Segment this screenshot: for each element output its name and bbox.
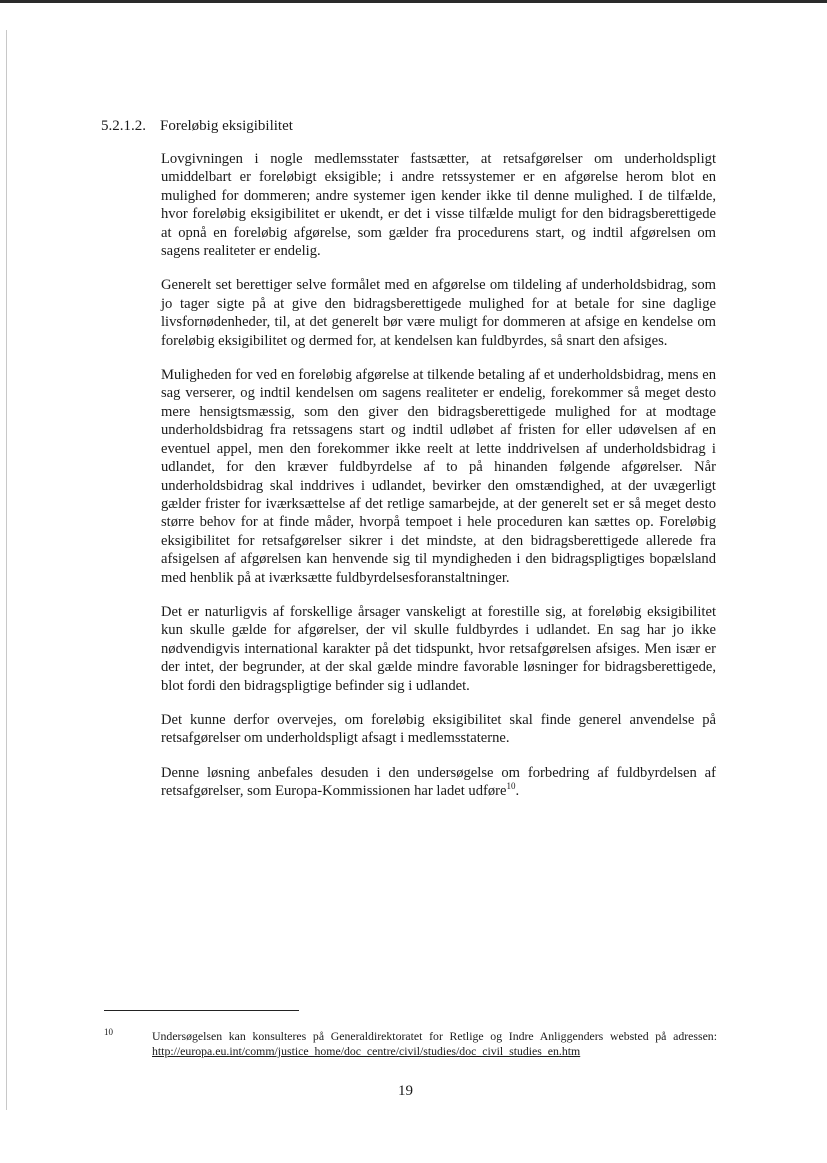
paragraph-2: Generelt set berettiger selve formålet med en afgørelse om tildeling af underholdsbidrag, som jo tager sigte på at give den bidragsberettigede mulighed for at betale for sine daglige livsfornødenheder, til, at det generelt bør være muligt for dommeren at afsige en kendelse om foreløbig eksigibilitet og dermed for, at kendelsen kan fuldbyrdes, så snart den afsiges. <box>161 277 716 349</box>
page-number: 19 <box>398 1083 413 1099</box>
paragraph-6-text: Denne løsning anbefales desuden i den undersøgelse om forbedring af fuldbyrdelsen af retsafgørelser, som Europa-Kommissionen har ladet udføre <box>161 764 716 800</box>
footnote-reference[interactable]: 10 <box>506 781 516 792</box>
paragraph-6-end: . <box>515 783 520 800</box>
footnote-number: 10 <box>104 1027 113 1037</box>
paragraph-1: Lovgivningen i nogle medlemsstater fastsætter, at retsafgørelser om underholdspligt umiddelbart er foreløbigt eksigible; i andre retssystemer er en afgørelse herom blot en mulighed for dommeren; andre systemer igen kender ikke til denne mulighed. I de tilfælde, hvor foreløbig eksigibilitet er ukendt, er det i visse tilfælde muligt for den bidragsberettigede at opnå en foreløbig afgørelse, som gælder fra procedurens start, og indtil afgørelsen om sagens realiteter er endelig. <box>161 151 716 260</box>
footnote-text <box>152 1029 717 1059</box>
paragraph-6 <box>161 764 716 801</box>
paragraph-3: Muligheden for ved en foreløbig afgørelse at tilkende betaling af et underholdsbidrag, mens en sag verserer, og indtil kendelsen om sagens realiteter er endelig, forekommer så meget desto mere hensigtsmæssig, som den giver den bidragsberettigede mulighed for at modtage underholdsbidrag fra retssagens start og indtil udløbet af fristen for eller udøvelsen af en eventuel appel, men den forekommer ikke reelt at lette inddrivelsen af underholdsbidrag i udlandet, for den kræver fuldbyrdelse af to på hinanden følgende afgørelser. Når underholdsbidrag skal inddrives i udlandet, bevirker den omstændighed, at der uvægerligt gælder frister for iværksættelse af det retlige samarbejde, at der generelt set er så meget desto større behov for at finde måder, hvorpå tempoet i hele proceduren kan sættes op. Foreløbig eksigibilitet for retsafgørelser sikrer i det mindste, at den bidragsberettigede allerede fra afsigelsen af afgørelsen kan henvende sig til myndigheden i den bidragspligtiges bopælsland med henblik på at iværksætte fuldbyrdelsesforanstaltninger. <box>161 367 716 586</box>
paragraph-4: Det er naturligvis af forskellige årsager vanskeligt at forestille sig, at foreløbig eksigibilitet kun skulle gælde for afgørelser, der vil skulle fuldbyrdes i udlandet. En sag har jo ikke nødvendigvis international karakter på det tidspunkt, hvor retsafgørelsen afsiges. Men især er der intet, der begrunder, at der skal gælde mindre favorable løsninger for bidragsberettigede, blot fordi den bidragspligtige befinder sig i udlandet. <box>161 603 716 694</box>
paragraph-5: Det kunne derfor overvejes, om foreløbig eksigibilitet skal finde generel anvendelse på retsafgørelser om underholdspligt afsagt i medlemsstaterne. <box>161 711 716 747</box>
section-heading <box>101 117 293 136</box>
footnote-separator <box>104 1010 299 1011</box>
section-title: Foreløbig eksigibilitet <box>160 118 293 134</box>
section-number: 5.2.1.2. <box>101 118 146 134</box>
footnote-link[interactable]: http://europa.eu.int/comm/justice_home/doc_centre/civil/studies/doc_civil_studies_en.htm <box>152 1044 581 1058</box>
top-scan-border <box>0 0 827 3</box>
body-text <box>161 150 716 817</box>
footnote-body: Undersøgelsen kan konsulteres på Generaldirektoratet for Retlige og Indre Anliggenders websted på adressen: <box>152 1029 717 1043</box>
left-scan-edge <box>6 30 7 1110</box>
